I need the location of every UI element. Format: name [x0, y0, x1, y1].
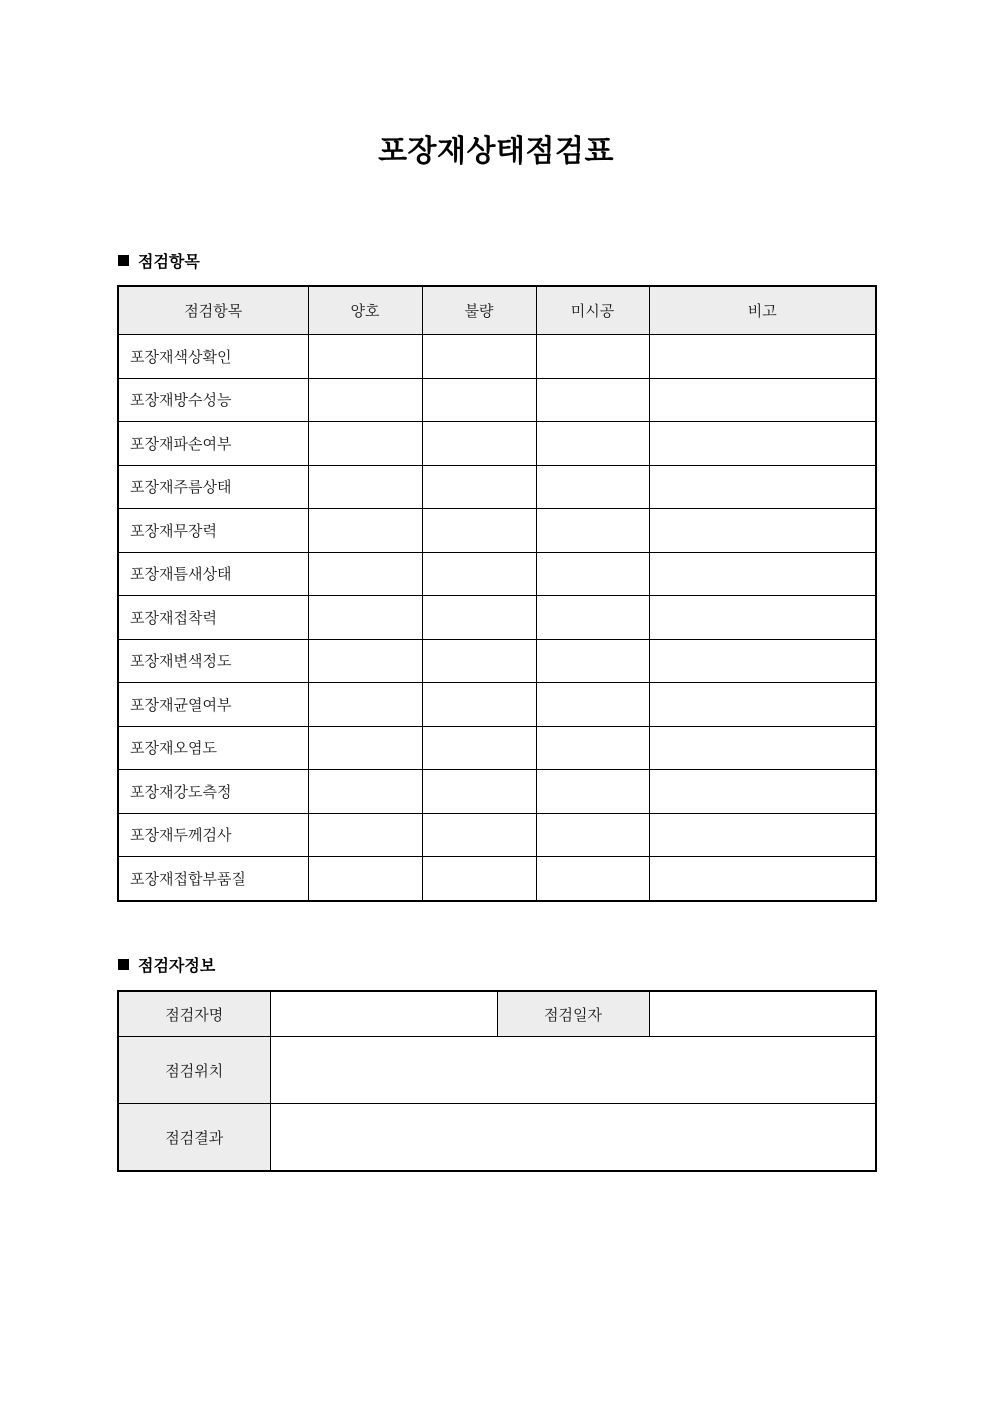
table-row — [118, 465, 876, 509]
table-row — [118, 813, 876, 857]
cell-remark[interactable] — [649, 813, 876, 857]
inspection-items-table — [117, 285, 877, 902]
cell-good[interactable] — [308, 726, 422, 770]
cell-defect[interactable] — [422, 813, 536, 857]
cell-good[interactable] — [308, 770, 422, 814]
table-row — [118, 509, 876, 553]
square-bullet-icon — [118, 959, 129, 970]
cell-remark[interactable] — [649, 683, 876, 727]
cell-defect[interactable] — [422, 422, 536, 466]
cell-item-name: 포장재변색정도 — [118, 639, 308, 683]
cell-defect[interactable] — [422, 335, 536, 379]
field-inspection-result[interactable] — [270, 1104, 876, 1172]
cell-good[interactable] — [308, 509, 422, 553]
cell-remark[interactable] — [649, 335, 876, 379]
cell-item-name: 포장재두께검사 — [118, 813, 308, 857]
cell-item-name: 포장재강도측정 — [118, 770, 308, 814]
cell-item-name: 포장재주름상태 — [118, 465, 308, 509]
cell-remark[interactable] — [649, 770, 876, 814]
table-row — [118, 422, 876, 466]
cell-item-name: 포장재접착력 — [118, 596, 308, 640]
cell-not-done[interactable] — [536, 378, 649, 422]
cell-defect[interactable] — [422, 639, 536, 683]
cell-good[interactable] — [308, 335, 422, 379]
square-bullet-icon — [118, 255, 129, 266]
cell-not-done[interactable] — [536, 509, 649, 553]
cell-not-done[interactable] — [536, 683, 649, 727]
cell-remark[interactable] — [649, 857, 876, 901]
cell-remark[interactable] — [649, 596, 876, 640]
section-heading-items-label: 점검항목 — [138, 252, 200, 271]
cell-defect[interactable] — [422, 465, 536, 509]
cell-not-done[interactable] — [536, 639, 649, 683]
label-inspection-location: 점검위치 — [118, 1037, 270, 1104]
column-header-defect: 불량 — [422, 286, 536, 335]
cell-good[interactable] — [308, 552, 422, 596]
table-row — [118, 552, 876, 596]
table-row — [118, 378, 876, 422]
cell-item-name: 포장재접합부품질 — [118, 857, 308, 901]
table-header-row — [118, 286, 876, 335]
cell-not-done[interactable] — [536, 726, 649, 770]
table-row — [118, 596, 876, 640]
table-row — [118, 335, 876, 379]
cell-good[interactable] — [308, 639, 422, 683]
field-inspection-location[interactable] — [270, 1037, 876, 1104]
field-inspector-name[interactable] — [270, 991, 497, 1037]
cell-remark[interactable] — [649, 378, 876, 422]
table-row — [118, 857, 876, 901]
cell-defect[interactable] — [422, 726, 536, 770]
section-heading-inspector-info — [118, 956, 215, 975]
cell-not-done[interactable] — [536, 422, 649, 466]
cell-good[interactable] — [308, 422, 422, 466]
page-title: 포장재상태점검표 — [378, 134, 614, 169]
table-row — [118, 639, 876, 683]
cell-remark[interactable] — [649, 726, 876, 770]
cell-not-done[interactable] — [536, 552, 649, 596]
cell-good[interactable] — [308, 596, 422, 640]
cell-defect[interactable] — [422, 378, 536, 422]
cell-good[interactable] — [308, 813, 422, 857]
cell-good[interactable] — [308, 683, 422, 727]
cell-item-name: 포장재파손여부 — [118, 422, 308, 466]
cell-defect[interactable] — [422, 770, 536, 814]
cell-not-done[interactable] — [536, 465, 649, 509]
cell-item-name: 포장재틈새상태 — [118, 552, 308, 596]
cell-remark[interactable] — [649, 465, 876, 509]
cell-item-name: 포장재색상확인 — [118, 335, 308, 379]
cell-not-done[interactable] — [536, 857, 649, 901]
column-header-good: 양호 — [308, 286, 422, 335]
cell-item-name: 포장재방수성능 — [118, 378, 308, 422]
cell-defect[interactable] — [422, 552, 536, 596]
inspector-info-table — [117, 990, 877, 1172]
cell-remark[interactable] — [649, 509, 876, 553]
table-row — [118, 726, 876, 770]
cell-defect[interactable] — [422, 509, 536, 553]
field-inspection-date[interactable] — [649, 991, 876, 1037]
column-header-remark: 비고 — [649, 286, 876, 335]
label-inspection-date: 점검일자 — [497, 991, 649, 1037]
cell-defect[interactable] — [422, 596, 536, 640]
cell-remark[interactable] — [649, 639, 876, 683]
cell-good[interactable] — [308, 857, 422, 901]
cell-not-done[interactable] — [536, 596, 649, 640]
column-header-not-done: 미시공 — [536, 286, 649, 335]
table-row — [118, 770, 876, 814]
cell-defect[interactable] — [422, 683, 536, 727]
cell-item-name: 포장재무장력 — [118, 509, 308, 553]
cell-good[interactable] — [308, 378, 422, 422]
cell-not-done[interactable] — [536, 813, 649, 857]
inspection-location-row — [118, 1037, 876, 1104]
section-heading-inspector-label: 점검자정보 — [138, 956, 216, 975]
table-row — [118, 683, 876, 727]
column-header-item: 점검항목 — [118, 286, 308, 335]
label-inspector-name: 점검자명 — [118, 991, 270, 1037]
inspector-name-row — [118, 991, 876, 1037]
cell-good[interactable] — [308, 465, 422, 509]
cell-remark[interactable] — [649, 552, 876, 596]
cell-item-name: 포장재균열여부 — [118, 683, 308, 727]
inspection-result-row — [118, 1104, 876, 1172]
label-inspection-result: 점검결과 — [118, 1104, 270, 1172]
cell-not-done[interactable] — [536, 770, 649, 814]
section-heading-inspection-items — [118, 252, 200, 271]
cell-not-done[interactable] — [536, 335, 649, 379]
cell-remark[interactable] — [649, 422, 876, 466]
cell-item-name: 포장재오염도 — [118, 726, 308, 770]
cell-defect[interactable] — [422, 857, 536, 901]
